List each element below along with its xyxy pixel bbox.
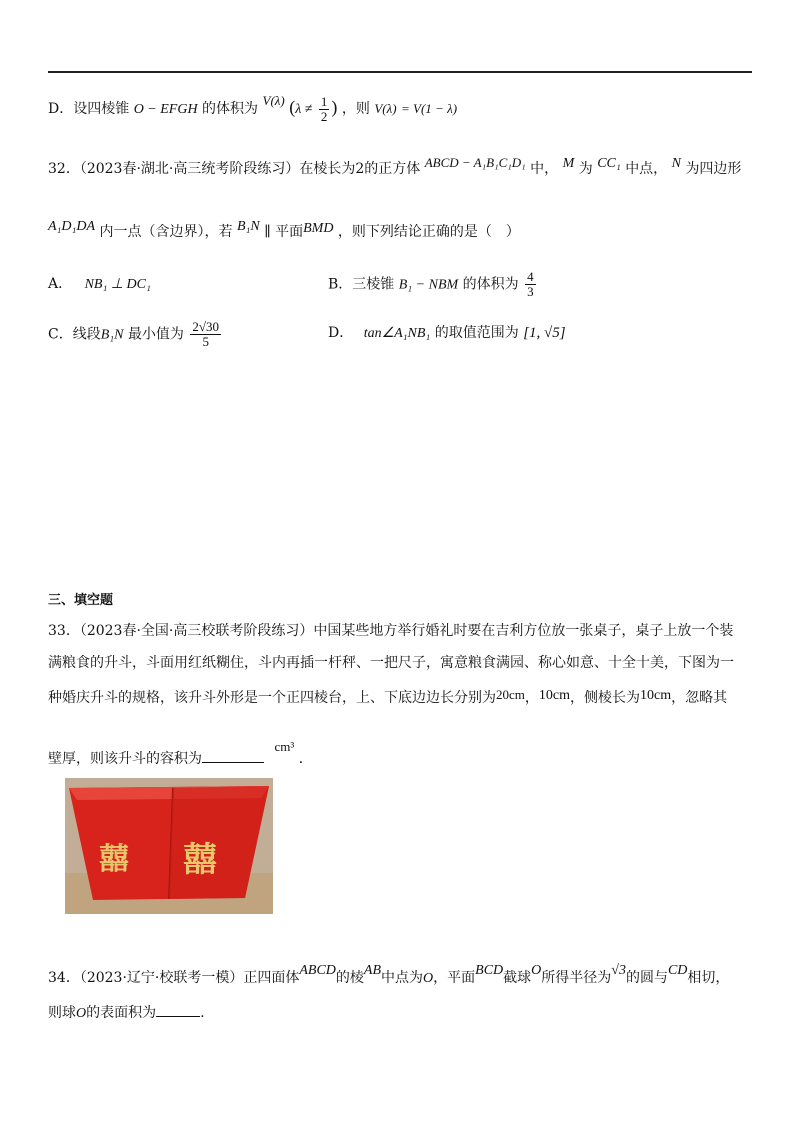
q32-option-c: C．线段B₁N 最小值为 $\frac{2√30}{5}$ <box>48 319 220 349</box>
half-fraction: $\frac{1}{2}$ <box>320 93 328 124</box>
c-min-fraction: $\frac{2√30}{5}$ <box>192 319 220 349</box>
q33-line2: 满粮食的升斗，斗面用红纸糊住，斗内再插一杆秤、一把尺子，寓意粮食满园、称心如意、十全十美，下图为一 <box>48 655 734 671</box>
q31-option-d: D．设四棱锥 O − EFGH 的体积为 V(λ) (λ ≠ $\frac{1}{2}$ ) ，则 V(λ) = V(1 − λ) <box>48 93 458 124</box>
q34-line1: 34．（2023·辽宁·校联考一模）正四面体ABCD的棱AB中点为O，平面BCD截球O所得半径为√3的圆与CD相切， <box>48 963 730 986</box>
b-volume-fraction: $\frac{4}{3}$ <box>527 269 534 299</box>
wedding-bucket-photo <box>65 778 273 914</box>
q34-line2: 则球O的表面积为 . <box>48 1005 205 1021</box>
q32-stem-line1: 32．（2023春·湖北·高三统考阶段练习）在棱长为2的正方体 ABCD − A₁B₁C₁D₁ 中， M 为 CC₁ 中点， N 为四边形 <box>48 155 742 177</box>
q33-line3: 种婚庆升斗的规格，该升斗外形是一个正四棱台，上、下底边边长分别为20cm，10cm，侧棱长为10cm，忽略其 <box>48 687 728 706</box>
q33-answer-blank[interactable] <box>202 762 264 763</box>
double-happiness-glyph-left: 囍 <box>99 842 129 877</box>
top-rule <box>48 71 752 73</box>
q34-answer-blank[interactable] <box>156 1016 200 1017</box>
q32-stem-line2: A₁D₁DA 内一点（含边界），若 B₁N ∥ 平面BMD ，则下列结论正确的是（ ） <box>48 219 520 240</box>
q33-line1: 33．（2023春·全国·高三校联考阶段练习）中国某些地方举行婚礼时要在吉利方位放一张桌子，桌子上放一个装 <box>48 623 734 639</box>
bucket-illustration <box>65 778 273 914</box>
q32-option-b: B．三棱锥 B₁ − NBM 的体积为 $\frac{4}{3}$ <box>328 269 534 299</box>
q32-option-d: D． tan∠A₁NB₁ 的取值范围为 [1, √5] <box>328 325 566 341</box>
q32-option-a: A． NB₁ ⊥ DC₁ <box>48 276 151 292</box>
double-happiness-glyph-right: 囍 <box>183 840 217 880</box>
section-fill-in-blank-heading: 三、填空题 <box>48 593 114 608</box>
q33-line4: 壁厚，则该升斗的容积为 cm³ ． <box>48 739 313 767</box>
